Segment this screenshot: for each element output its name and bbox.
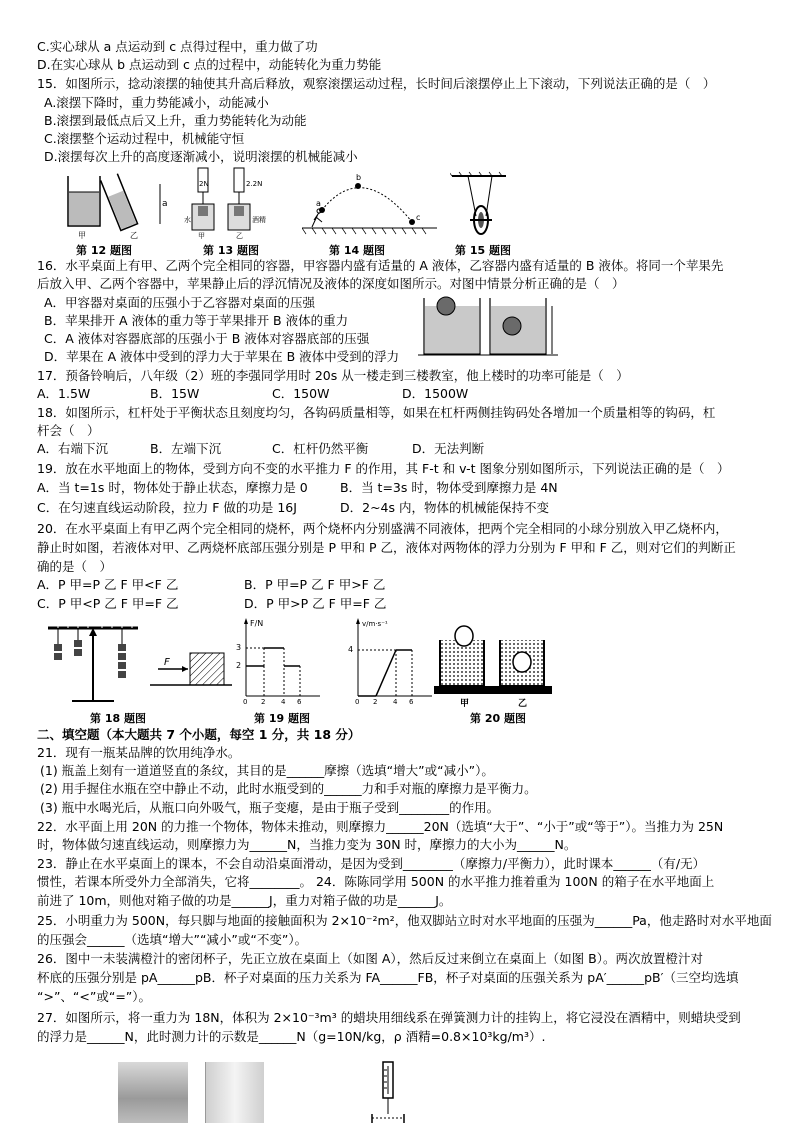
q21-stem: 21．现有一瓶某品牌的饮用纯净水。 — [37, 745, 241, 760]
q20-stem-2: 静止时如图，若液体对甲、乙两烧杯底部压强分别是 P 甲和 P 乙，液体对两物体的浮力分别为 F 甲和 F 乙，则对它们的判断正 — [37, 540, 736, 555]
q15-option-d: D.滚摆每次上升的高度逐渐减小，说明滚摆的机械能减小 — [44, 149, 358, 164]
q19-option-a: A．当 t=1s 时，物体处于静止状态，摩擦力是 0 — [37, 480, 308, 495]
fig19-v-x4: 4 — [393, 698, 398, 704]
figure-19-caption: 第 19 题图 — [254, 712, 310, 725]
fig13-yi: 乙 — [236, 232, 243, 240]
q15-option-a: A.滚摆下降时，重力势能减小，动能减小 — [44, 95, 269, 110]
fig20-jia: 甲 — [460, 699, 470, 708]
q17-option-d: D．1500W — [402, 386, 469, 401]
q20-option-d: D．P 甲>P 乙 F 甲=F 乙 — [244, 596, 387, 611]
fig13-reading-a: 2N — [199, 180, 209, 188]
figure-26-photo-b — [205, 1062, 264, 1123]
fig19-v-x0: 0 — [355, 698, 360, 704]
q18-option-c: C．杠杆仍然平衡 — [272, 441, 369, 456]
figure-20 — [432, 618, 558, 708]
figure-19-f-t-graph — [234, 616, 324, 704]
figure-15-caption: 第 15 题图 — [455, 244, 511, 257]
q26-line-3: “>”、“<”或“=”）。 — [37, 989, 152, 1004]
fig19-x6: 6 — [297, 698, 302, 704]
fig14-point-b: b — [356, 173, 362, 182]
fig13-alcohol: 酒精 — [252, 216, 266, 224]
q17-option-c: C．150W — [272, 386, 330, 401]
q16-option-a: A．甲容器对桌面的压强小于乙容器对桌面的压强 — [44, 295, 316, 310]
figure-27-spring-scale — [368, 1060, 408, 1123]
fig19-y3: 3 — [236, 643, 242, 652]
q27-line-2: 的浮力是______N，此时测力计的示数是______N（g=10N/kg，ρ 酒精=0.8×10³kg/m³）. — [37, 1029, 546, 1044]
q23-24-line: 惯性，若课本所受外力全部消失，它将________。 24．陈陈同学用 500N 的水平推力推着重为 100N 的箱子在水平地面上 — [37, 874, 715, 889]
q19-option-c: C．在匀速直线运动阶段，拉力 F 做的功是 16J — [37, 500, 297, 515]
fig19-y4: 4 — [348, 645, 354, 654]
fig12-yi: 乙 — [130, 231, 138, 240]
q20-option-b: B．P 甲=P 乙 F 甲>F 乙 — [244, 577, 386, 592]
q17-option-b: B．15W — [150, 386, 200, 401]
fig13-jia: 甲 — [198, 232, 205, 240]
fig19-fn-label: F/N — [250, 619, 264, 628]
q17-option-a: A．1.5W — [37, 386, 91, 401]
figure-26-photo-a — [118, 1062, 188, 1123]
q16-stem-2: 后放入甲、乙两个容器中，苹果静止后的浮沉情况及液体的深度如图所示。对图中情景分析正确的是（ ） — [37, 276, 625, 291]
q20-option-a: A．P 甲=P 乙 F 甲<F 乙 — [37, 577, 179, 592]
q21-part-1: (1) 瓶盖上刻有一道道竖直的条纹，其目的是______摩擦（选填“增大”或“减小”）。 — [40, 763, 494, 778]
fig19-x4: 4 — [281, 698, 286, 704]
fig12-jia: 甲 — [78, 231, 86, 240]
fig12-height-label: a — [162, 199, 168, 209]
fig19-v-x2: 2 — [373, 698, 378, 704]
q20-stem-1: 20．在水平桌面上有甲乙两个完全相同的烧杯，两个烧杯内分别盛满不同液体，把两个完全相同的小球分别放入甲乙烧杯内， — [37, 521, 728, 536]
q18-stem-1: 18．如图所示，杠杆处于平衡状态且刻度均匀，各钩码质量相等，如果在杠杆两侧挂钩码处各增加一个质量相等的钩码，杠 — [37, 405, 716, 420]
q24-line: 前进了 10m，则他对箱子做的功是______J，重力对箱子做的功是______J。 — [37, 893, 452, 908]
figure-19-v-t-graph — [346, 616, 436, 704]
fig20-yi: 乙 — [518, 699, 528, 708]
q19-option-d: D．2~4s 内，物体的机械能保持不变 — [340, 500, 549, 515]
figure-12-caption: 第 12 题图 — [76, 244, 132, 257]
q15-option-c: C.滚摆整个运动过程中，机械能守恒 — [44, 131, 245, 146]
fig13-water: 水 — [184, 216, 191, 224]
q19-option-b: B．当 t=3s 时，物体受到摩擦力是 4N — [340, 480, 558, 495]
q25-line-2: 的压强会______（选填“增大”“减小”或“不变”）。 — [37, 932, 308, 947]
figure-19-block — [150, 645, 232, 689]
q17-stem: 17．预备铃响后，八年级（2）班的李强同学用时 20s 从一楼走到三楼教室，他上楼时的功率可能是（ ） — [37, 368, 629, 383]
figure-14 — [302, 170, 442, 240]
q15-option-b: B.滚摆到最低点后又上升，重力势能转化为动能 — [44, 113, 307, 128]
q26-line-2: 杯底的压强分别是 pA______pB．杯子对桌面的压力关系为 FA______FB，杯子对桌面的压强关系为 pA′______pB′（三空均选填 — [37, 970, 739, 985]
figure-18-lever — [44, 616, 144, 708]
q26-line-1: 26．图中一未装满橙汁的密闭杯子，先正立放在桌面上（如图 A），然后反过来倒立在桌面上（如图 B）。两次放置橙汁对 — [37, 951, 703, 966]
fig19-v-label: v/m·s⁻¹ — [362, 620, 388, 628]
q25-line-1: 25．小明重力为 500N，每只脚与地面的接触面积为 2×10⁻²m²，他双脚站立时对水平地面的压强为______Pa，他走路时对水平地面 — [37, 913, 772, 928]
q19-stem: 19．放在水平地面上的物体，受到方向不变的水平推力 F 的作用，其 F-t 和 v-t 图象分别如图所示，下列说法正确的是（ ） — [37, 461, 730, 476]
figure-20-caption: 第 20 题图 — [470, 712, 526, 725]
fig14-point-c: c — [416, 213, 421, 222]
q20-stem-3: 确的是（ ） — [37, 559, 113, 574]
q15-stem: 15．如图所示，捻动滚摆的轴使其升高后释放，观察滚摆运动过程，长时间后滚摆停止上下滚动，下列说法正确的是（ ） — [37, 76, 716, 91]
q23-line-1: 23．静止在水平桌面上的课本，不会自动沿桌面滑动，是因为受到________（摩擦力/平衡力），此时课本______（有/无） — [37, 856, 706, 871]
fig19-x0: 0 — [243, 698, 248, 704]
q22-line-2: 时，物体做匀速直线运动，则摩擦力为______N，当推力变为 30N 时，摩擦力的大小为______N。 — [37, 837, 577, 852]
section-fill-in-header: 二、填空题（本大题共 7 个小题，每空 1 分，共 18 分） — [37, 727, 361, 742]
fig19-force-label: F — [164, 657, 170, 668]
q18-option-a: A．右端下沉 — [37, 441, 109, 456]
q16-option-c: C．A 液体对容器底部的压强小于 B 液体对容器底部的压强 — [44, 331, 370, 346]
figure-18-caption: 第 18 题图 — [90, 712, 146, 725]
q27-line-1: 27．如图所示，将一重力为 18N，体积为 2×10⁻³m³ 的蜡块用细线系在弹簧测力计的挂钩上，将它浸没在酒精中，则蜡块受到 — [37, 1010, 741, 1025]
q21-part-3: (3) 瓶中水喝光后，从瓶口向外吸气，瓶子变瘪，是由于瓶子受到________的作用。 — [40, 800, 500, 815]
fig19-y2: 2 — [236, 661, 242, 670]
q22-line-1: 22．水平面上用 20N 的力推一个物体，物体未推动，则摩擦力______20N（选填“大于”、“小于”或“等于”）。当推力为 25N — [37, 819, 724, 834]
figure-16 — [418, 292, 558, 362]
q16-stem-1: 16．水平桌面上有甲、乙两个完全相同的容器，甲容器内盛有适量的 A 液体，乙容器内盛有适量的 B 液体。将同一个苹果先 — [37, 258, 724, 273]
q16-option-b: B．苹果排开 A 液体的重力等于苹果排开 B 液体的重力 — [44, 313, 349, 328]
fig19-x2: 2 — [261, 698, 266, 704]
fig19-v-x6: 6 — [409, 698, 414, 704]
q21-part-2: (2) 用手握住水瓶在空中静止不动，此时水瓶受到的______力和手对瓶的摩擦力是平衡力。 — [40, 781, 537, 796]
q14-option-c: C.实心球从 a 点运动到 c 点得过程中，重力做了功 — [37, 39, 318, 54]
q18-stem-2: 杆会（ ） — [37, 423, 100, 438]
q16-option-d: D．苹果在 A 液体中受到的浮力大于苹果在 B 液体中受到的浮力 — [44, 349, 400, 364]
q14-option-d: D.在实心球从 b 点运动到 c 点的过程中，动能转化为重力势能 — [37, 57, 382, 72]
q18-option-b: B．左端下沉 — [150, 441, 222, 456]
figure-13-caption: 第 13 题图 — [203, 244, 259, 257]
fig14-point-a: a — [316, 199, 321, 208]
figure-13 — [184, 166, 274, 240]
q18-option-d: D．无法判断 — [412, 441, 485, 456]
q20-option-c: C．P 甲<P 乙 F 甲=F 乙 — [37, 596, 179, 611]
figure-12 — [62, 168, 172, 240]
figure-14-caption: 第 14 题图 — [329, 244, 385, 257]
figure-15 — [450, 170, 510, 242]
fig13-reading-b: 2.2N — [246, 180, 263, 188]
